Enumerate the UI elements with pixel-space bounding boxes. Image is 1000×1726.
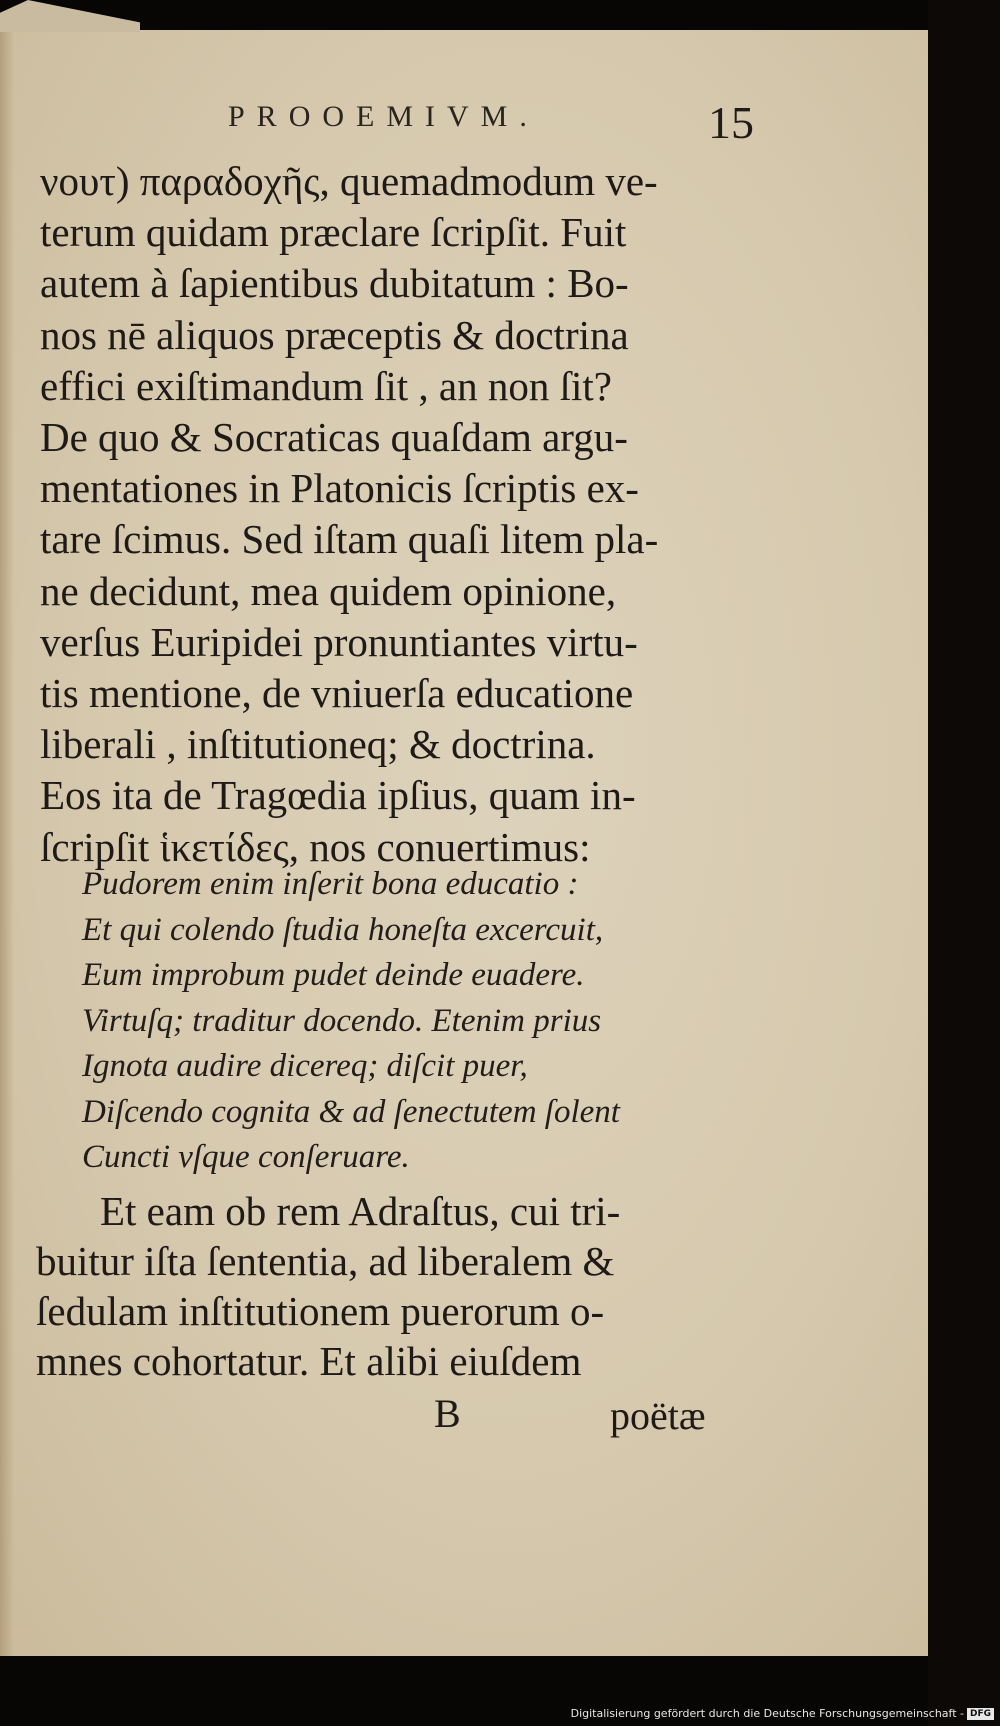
- text-line: ne decidunt, mea quidem opinione,: [40, 567, 617, 614]
- text-line: effici exiſtimandum ſit , an non ſit?: [40, 362, 612, 409]
- text-line: tare ſcimus. Sed iſtam quaſi litem pla-: [40, 516, 659, 563]
- verse-line: Et qui colendo ſtudia honeſta excercuit,: [82, 911, 604, 948]
- text-line: liberali , inſtitutioneq; & doctrina.: [40, 721, 596, 768]
- paper-tab: [0, 0, 140, 32]
- verse-line: Pudorem enim inſerit bona educatio :: [82, 866, 579, 902]
- catchword: poëtæ: [610, 1393, 706, 1438]
- text-line: tis mentione, de vniuerſa educatione: [40, 670, 634, 717]
- page-number: 15: [708, 97, 754, 148]
- text-line: Et eam ob rem Adraſtus, cui tri-: [100, 1188, 621, 1234]
- dfg-logo: DFG: [967, 1708, 994, 1720]
- text-line: De quo & Socraticas quaſdam argu-: [40, 414, 628, 461]
- text-line: nos nē aliquos præceptis & doctrina: [40, 311, 629, 358]
- signature-mark: B: [434, 1391, 461, 1436]
- credit-text: Digitalisierung gefördert durch die Deutsche Forschungsgemeinschaft -: [570, 1707, 964, 1720]
- running-title: PROOEMIVM.: [228, 100, 539, 133]
- closing-text-block: [36, 1186, 746, 1386]
- verse-line: Virtuſq; traditur docendo. Etenim prius: [82, 1002, 602, 1039]
- text-line: ſcripſit ἱκετίδες, nos conuertimus:: [40, 823, 591, 870]
- text-line: terum quidam præclare ſcripſit. Fuit: [40, 209, 627, 256]
- text-line: mnes cohortatur. Et alibi eiuſdem: [36, 1338, 582, 1384]
- text-line: buitur iſta ſententia, ad liberalem &: [36, 1238, 615, 1284]
- main-text-block: [40, 156, 750, 873]
- text-line: νουτ) παραδοχῆς, quemadmodum ve-: [40, 158, 658, 204]
- page-gutter-shadow: [0, 30, 14, 1656]
- verse-line: Cuncti vſque conſeruare.: [82, 1139, 410, 1175]
- text-line: autem à ſapientibus dubitatum : Bo-: [40, 260, 629, 307]
- text-line: mentationes in Platonicis ſcriptis ex-: [40, 465, 639, 512]
- digitization-credit: [571, 1707, 994, 1720]
- scan-background: [928, 0, 1000, 1726]
- verse-line: Eum improbum pudet deinde euadere.: [82, 957, 585, 993]
- text-line: ſedulam inſtitutionem puerorum o-: [36, 1288, 605, 1334]
- verse-line: Ignota audire dicereq; diſcit puer,: [82, 1048, 528, 1084]
- text-line: verſus Euripidei pronuntiantes virtu-: [40, 618, 638, 665]
- verse-line: Diſcendo cognita & ad ſenectutem ſolent: [82, 1093, 620, 1130]
- verse-quotation: [82, 862, 722, 1181]
- text-line: Eos ita de Tragœdia ipſius, quam in-: [40, 772, 636, 819]
